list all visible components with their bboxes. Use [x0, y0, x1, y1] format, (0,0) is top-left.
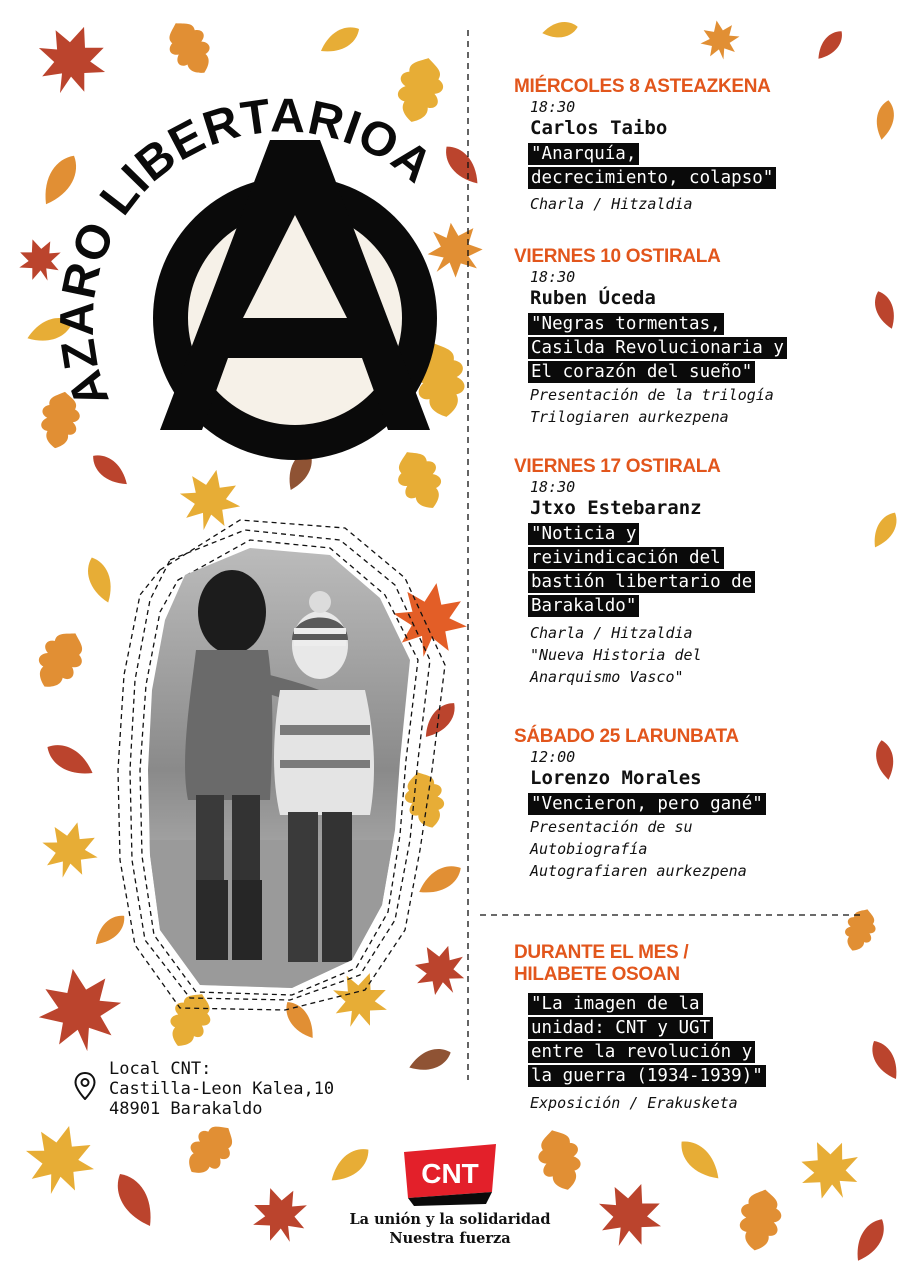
cnt-logo-text: CNT	[421, 1158, 479, 1189]
event-note: "Nueva Historia del	[530, 646, 702, 664]
event-title: "Anarquía, decrecimiento, colapso"	[528, 142, 874, 190]
location-pin-icon	[74, 1072, 96, 1100]
poster-title: AZARO LIBERTARIOA	[50, 89, 443, 414]
event-time: 18:30	[530, 98, 576, 116]
location-line: Local CNT:	[109, 1059, 212, 1079]
event-speaker: Ruben Úceda	[530, 287, 656, 309]
exhibition-heading: HILABETE OSOAN	[514, 964, 680, 985]
location-line: Castilla-Leon Kalea,10	[109, 1079, 335, 1099]
event-day: VIERNES 17 OSTIRALA	[514, 456, 721, 477]
event-note: Autobiografía	[530, 840, 648, 858]
slogan-line: Nuestra fuerza	[389, 1230, 511, 1247]
event-title: "Noticia y reivindicación del bastión libertario de Barakaldo"	[528, 522, 874, 618]
exhibition-heading: DURANTE EL MES /	[514, 942, 689, 963]
event-note: Charla / Hitzaldia	[530, 624, 693, 642]
exhibition-title: "La imagen de la unidad: CNT y UGT entre la revolución y la guerra (1934-1939)"	[528, 992, 874, 1088]
children-photo	[140, 540, 430, 1000]
location-line: 48901 Barakaldo	[109, 1099, 263, 1119]
slogan-line: La unión y la solidaridad	[349, 1211, 551, 1228]
event-day: MIÉRCOLES 8 ASTEAZKENA	[514, 76, 771, 97]
event-time: 18:30	[530, 268, 576, 286]
event-speaker: Carlos Taibo	[530, 117, 668, 139]
event-speaker: Jtxo Estebaranz	[530, 497, 702, 519]
event-4	[514, 726, 874, 882]
event-note: Presentación de su	[530, 818, 693, 836]
event-day: SÁBADO 25 LARUNBATA	[514, 726, 739, 747]
event-time: 12:00	[530, 748, 576, 766]
event-note: Autografiaren aurkezpena	[530, 862, 747, 880]
cnt-logo	[400, 1142, 500, 1208]
anarchy-symbol-icon	[153, 140, 437, 460]
event-note: Anarquismo Vasco"	[530, 668, 684, 686]
event-speaker: Lorenzo Morales	[530, 767, 702, 789]
event-3	[514, 456, 874, 688]
event-title: "Negras tormentas, Casilda Revolucionaria y El corazón del sueño"	[528, 312, 874, 384]
event-title: "Vencieron, pero gané"	[528, 792, 874, 816]
event-day: VIERNES 10 OSTIRALA	[514, 246, 721, 267]
event-note: Trilogiaren aurkezpena	[530, 408, 729, 426]
exhibition-note: Exposición / Erakusketa	[530, 1094, 738, 1112]
event-2	[514, 246, 874, 428]
exhibition	[514, 942, 874, 1114]
event-time: 18:30	[530, 478, 576, 496]
event-note: Charla / Hitzaldia	[530, 195, 693, 213]
event-note: Presentación de la trilogía	[530, 386, 774, 404]
location-address	[105, 1057, 338, 1121]
event-1	[514, 76, 874, 215]
